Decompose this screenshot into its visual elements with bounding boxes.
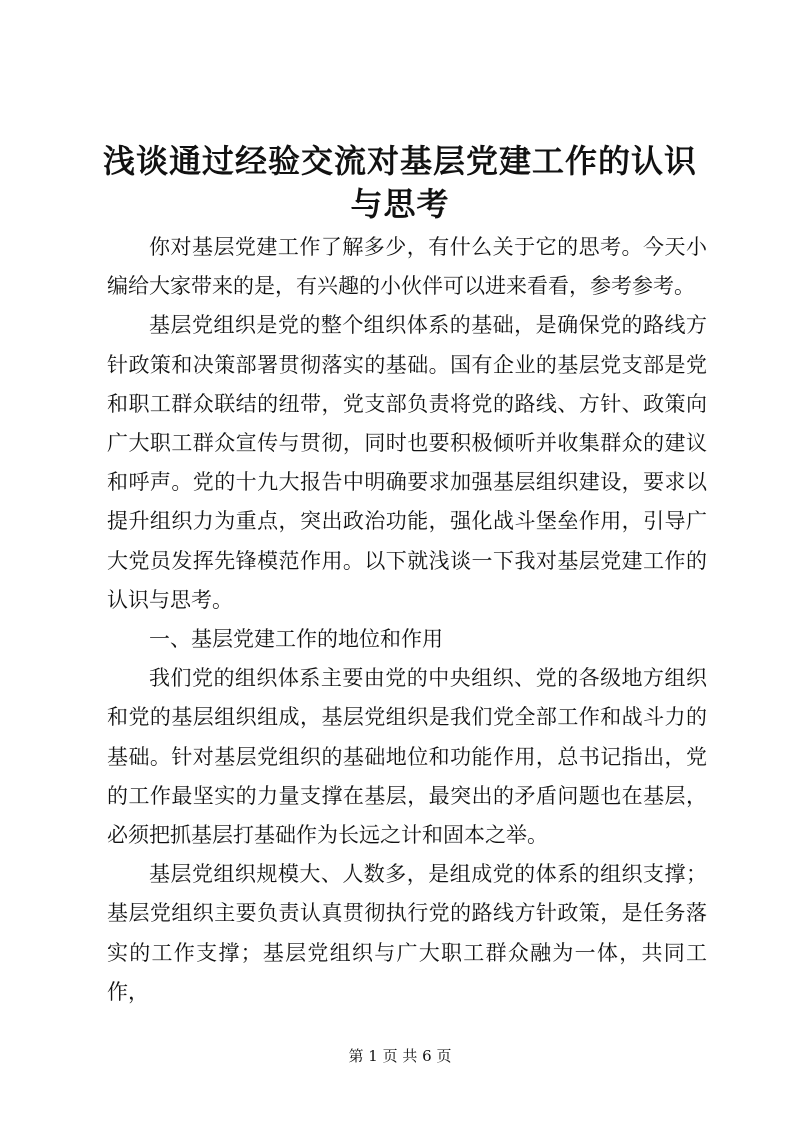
- paragraph-intro: 你对基层党建工作了解多少，有什么关于它的思考。今天小编给大家带来的是，有兴趣的小伙伴可以进来看看，参考参考。: [107, 235, 707, 299]
- document-title: 浅谈通过经验交流对基层党建工作的认识与思考: [102, 142, 697, 223]
- paragraph-organization-system: 我们党的组织体系主要由党的中央组织、党的各级地方组织和党的基层组织组成，基层党组织是我们党全部工作和战斗力的基础。针对基层党组织的基础地位和功能作用，总书记指出，党的工作最坚实的力量支撑在基层，最突出的矛盾问题也在基层，必须把抓基层打基础作为长远之计和固本之举。: [107, 666, 707, 848]
- page-footer: 第 1 页 共 6 页: [348, 1047, 452, 1065]
- section-heading: 一、基层党建工作的地位和作用: [149, 627, 443, 652]
- paragraph-grassroots-support: 基层党组织规模大、人数多，是组成党的体系的组织支撑；基层党组织主要负责认真贯彻执行党的路线方针政策，是任务落实的工作支撑；基层党组织与广大职工群众融为一体，共同工作，: [107, 862, 707, 1004]
- paragraph-background: 基层党组织是党的整个组织体系的基础，是确保党的路线方针政策和决策部署贯彻落实的基础。国有企业的基层党支部是党和职工群众联结的纽带，党支部负责将党的路线、方针、政策向广大职工群众宣传与贯彻，同时也要积极倾听并收集群众的建议和呼声。党的十九大报告中明确要求加强基层组织建设，要求以提升组织力为重点，突出政治功能，强化战斗堡垒作用，引导广大党员发挥先锋模范作用。以下就浅谈一下我对基层党建工作的认识与思考。: [107, 313, 707, 612]
- document-body: [107, 228, 707, 1012]
